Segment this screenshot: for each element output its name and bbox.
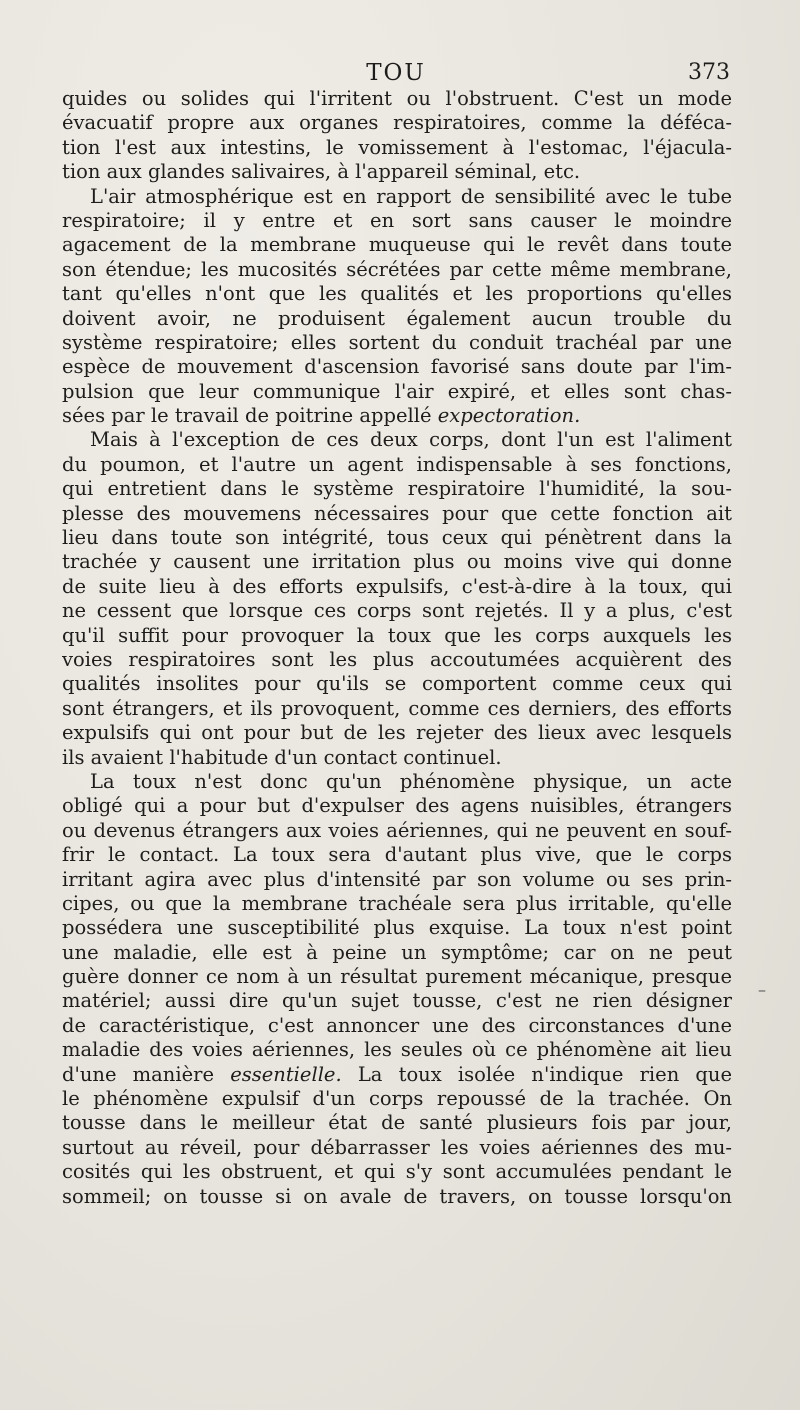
text-line: d'une manière essentielle. La toux isolée n'indique rien que [62,1062,732,1086]
text-line: qu'il suffit pour provoquer la toux que les corps auxquels les [62,623,732,647]
text-line: maladie des voies aériennes, les seules où ce phénomène ait lieu [62,1038,732,1062]
paragraph-start-line: La toux n'est donc qu'un phénomène physique, un acte [90,769,732,793]
text-line: surtout au réveil, pour débarrasser les voies aériennes des mu- [62,1135,732,1159]
text-line: possédera une susceptibilité plus exquise. La toux n'est point [62,916,732,940]
text-line: pulsion que leur communique l'air expiré, et elles sont chas- [62,379,732,403]
paragraph-start-line: Mais à l'exception de ces deux corps, dont l'un est l'aliment [90,428,732,452]
text-line: frir le contact. La toux sera d'autant plus vive, que le corps [62,843,732,867]
text-line: quides ou solides qui l'irritent ou l'obstruent. C'est un mode [62,87,732,110]
text-line: obligé qui a pour but d'expulser des agens nuisibles, étrangers [62,794,732,818]
text-line: son étendue; les mucosités sécrétées par cette même membrane, [62,257,732,281]
text-line: qualités insolites pour qu'ils se comportent comme ceux qui [62,672,732,696]
text-line: espèce de mouvement d'ascension favorisé sans doute par l'im- [62,355,732,379]
text-line: expulsifs qui ont pour but de les rejeter des lieux avec lesquels [62,721,732,745]
text-line: tion aux glandes salivaires, à l'appareil séminal, etc. [62,160,581,184]
text-line: le phénomène expulsif d'un corps repoussé de la trachée. On [62,1087,732,1111]
text-line: doivent avoir, ne produisent également aucun trouble du [62,306,732,330]
text-line: du poumon, et l'autre un agent indispensable à ses fonctions, [62,452,732,476]
text-line: sées par le travail de poitrine appellé expectoration. [62,404,581,428]
paragraph-start-line: L'air atmosphérique est en rapport de sensibilité avec le tube [90,184,732,208]
text-line: respiratoire; il y entre et en sort sans causer le moindre [62,208,732,232]
text-line: matériel; aussi dire qu'un sujet tousse, c'est ne rien désigner [62,989,732,1013]
text-line: trachée y causent une irritation plus ou moins vive qui donne [62,550,732,574]
text-line: sont étrangers, et ils provoquent, comme ces derniers, des efforts [62,696,732,720]
text-line: voies respiratoires sont les plus accoutumées acquièrent des [62,647,732,671]
page-header [62,56,730,90]
text-line: évacuatif propre aux organes respiratoires, comme la défécа- [62,111,732,135]
page-number: 373 [688,60,730,85]
text-line: tant qu'elles n'ont que les qualités et les proportions qu'elles [62,282,732,306]
text-line: de suite lieu à des efforts expulsifs, c'est-à-dire à la toux, qui [62,574,732,598]
text-line: qui entretient dans le système respiratoire l'humidité, la sou- [62,477,732,501]
emphasized-word: expectoration. [437,404,581,428]
text-line: agacement de la membrane muqueuse qui le revêt dans toute [62,233,732,257]
text-line: ne cessent que lorsque ces corps sont rejetés. Il y a plus, c'est [62,599,732,623]
text-line: cosités qui les obstruent, et qui s'y sont accumulées pendant le [62,1160,732,1184]
text-line: ils avaient l'habitude d'un contact continuel. [62,745,502,769]
text-line: guère donner ce nom à un résultat purement mécanique, presque [62,965,732,989]
text-line: de caractéristique, c'est annoncer une des circonstances d'une [62,1013,732,1037]
emphasized-word: essentielle. [230,1062,342,1086]
text-line: sommeil; on tousse si on avale de travers, on tousse lorsqu'on [62,1184,732,1208]
text-line: plesse des mouvemens nécessaires pour que cette fonction ait [62,501,732,525]
text-line: tousse dans le meilleur état de santé plusieurs fois par jour, [62,1111,732,1135]
running-head: TOU [366,60,426,86]
text-line: lieu dans toute son intégrité, tous ceux qui pénètrent dans la [62,526,732,550]
text-line: une maladie, elle est à peine un symptôme; car on ne peut [62,940,732,964]
text-line: tion l'est aux intestins, le vomissement à l'estomac, l'éjacula- [62,135,732,159]
text-line: irritant agira avec plus d'intensité par son volume ou ses prin- [62,867,732,891]
margin-mark: – [758,980,766,999]
text-line: système respiratoire; elles sortent du conduit trachéal par une [62,330,732,354]
text-line: ou devenus étrangers aux voies aériennes, qui ne peuvent en souf- [62,818,732,842]
text-line: cipes, ou que la membrane trachéale sera plus irritable, qu'elle [62,891,732,915]
body-text [62,87,732,1209]
